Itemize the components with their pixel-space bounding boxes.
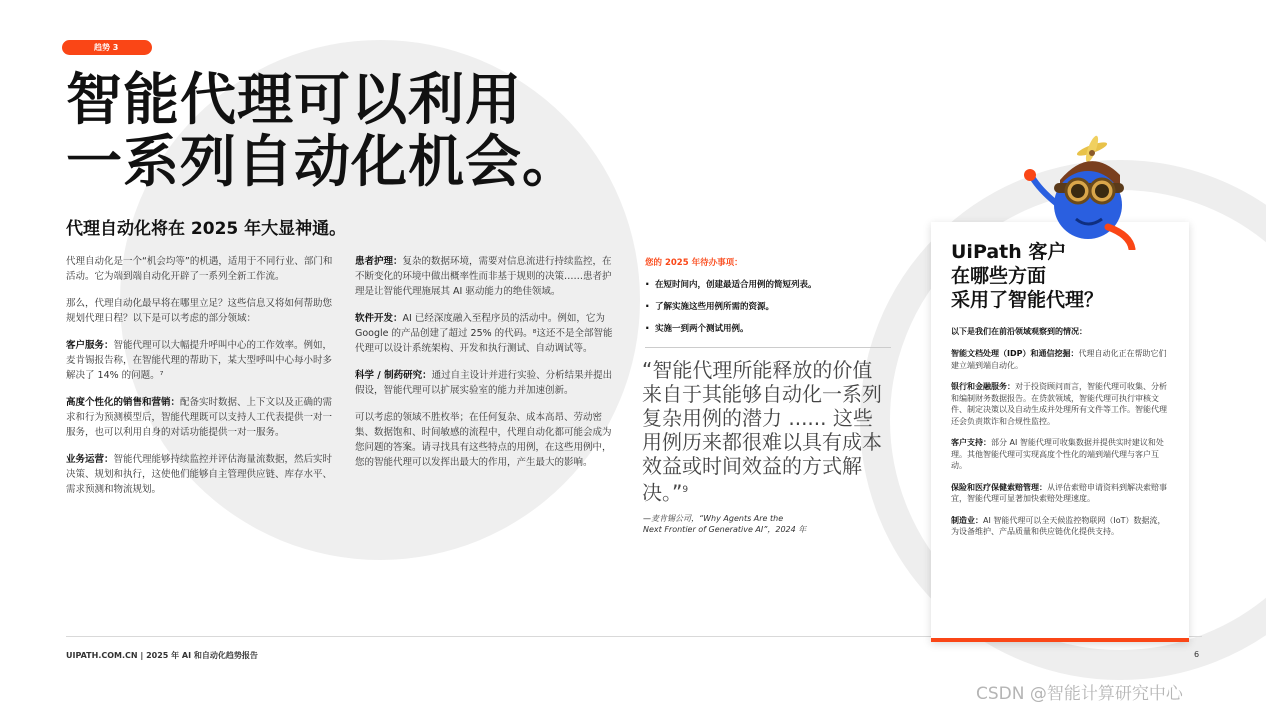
card-list [951,348,1173,548]
todo-list [645,256,895,344]
page-subtitle: 代理自动化将在 2025 年大显神通。 [66,219,347,239]
quote-source [643,513,883,535]
todo-item: · 在短时间内，创建最适合用例的简短列表。 [645,278,895,290]
card-item [951,515,1173,538]
page-number: 6 [1194,650,1200,659]
quote-source-line-1: —麦肯锡公司，“Why Agents Are the [643,514,784,523]
card-intro: 以下是我们在前沿领域观察到的情况： [951,327,1087,336]
card-accent-bar [931,638,1189,642]
card-item [951,348,1173,371]
body-column-2 [355,254,620,482]
body-column-1 [66,254,338,509]
watermark: CSDN @智能计算研究中心 [976,684,1183,704]
title-line-2: 一系列自动化机会。 [66,130,579,195]
paragraph-patient-care [355,254,620,299]
paragraph-question: 那么，代理自动化最早将在哪里立足？这些信息又将如何帮助您规划代理日程？以下是可以考虑的部分领域： [66,298,333,324]
card-item-text: 代理自动化正在帮助它们建立端到端自动化。 [951,349,1167,370]
card-item [951,482,1173,505]
card-title-line-1: UiPath 客户 [951,241,1067,263]
paragraph-operations [66,452,338,497]
text-research: 通过自主设计并进行实验、分析结果并提出假设，智能代理可以扩展实验室的能力并加速创新。 [355,370,613,396]
card-title-line-2: 在哪些方面 [951,265,1047,287]
trend-badge: 趋势 3 [62,40,152,55]
card-item-label: 制造业： [951,515,983,525]
paragraph-sales-marketing [66,395,338,440]
label-patient-care: 患者护理： [355,256,403,267]
label-sales-marketing: 高度个性化的销售和营销： [66,397,181,408]
page-title [66,70,579,194]
card-title [951,240,1171,312]
label-research: 科学 / 制药研究： [355,370,432,381]
card-item-label: 客户支持： [951,438,991,447]
card-item [951,381,1173,427]
text-sales-marketing: 配备实时数据、上下文以及正确的需求和行为预测模型后，智能代理既可以支持人工代表提供一对一服务，也可以利用自身的对话功能提供一对一服务。 [66,397,333,438]
text-software-dev: AI 已经深度融入至程序员的活动中。例如，它为 Google 的产品创建了超过 25% 的代码。⁸这还不是全部智能代理可以设计系统架构、开发和执行测试、自动调试等。 [355,313,613,354]
label-operations: 业务运营： [66,454,114,465]
card-title-line-3: 采用了智能代理？ [951,289,1104,311]
text-operations: 智能代理能够持续监控并评估海量流数据，然后实时决策、规划和执行，这使他们能够自主管理供应链、库存水平、需求预测和物流规划。 [66,454,333,495]
card-item-text: AI 智能代理可以全天候监控物联网（IoT）数据流，为设备维护、产品质量和供应链优化提供支持。 [951,515,1166,536]
card-item-label: 保险和医疗保健索赔管理： [951,482,1047,492]
card-item-text: 对于投资顾问而言，智能代理可收集、分析和编制财务数据报告。在贷款领域，智能代理可执行审核文件、制定决策以及自动生成并处理所有文件等工作。智能代理还会负责欺诈和合规性监控。 [951,382,1167,426]
todo-title: 您的 2025 年待办事项： [645,258,743,268]
quote-source-line-2: Next Frontier of Generative AI”，2024 年 [643,525,807,534]
label-customer-service: 客户服务： [66,340,114,351]
robot-mascot-icon [1020,135,1140,250]
label-software-dev: 软件开发： [355,313,403,324]
card-item-text: 从评估索赔申请资料到解决索赔事宜，智能代理可显著加快索赔处理速度。 [951,482,1167,503]
paragraph-software-dev [355,311,620,356]
quote-text: “智能代理所能释放的价值来自于其能够自动化一系列复杂用例的潜力 ...... 这些用例历来都很难以具有成本效益或时间效益的方式解决。” [642,358,882,505]
card-item-label: 银行和金融服务： [951,382,1015,391]
text-patient-care: 复杂的数据环境，需要对信息流进行持续监控，在不断变化的环境中做出概率性而非基于规则的决策……患者护理是让智能代理施展其 AI 驱动能力的绝佳领域。 [355,256,612,297]
customer-card [931,222,1189,642]
quote-ref: 9 [682,485,689,495]
title-line-1: 智能代理可以利用 [66,68,522,133]
divider [645,347,891,348]
paragraph-conclusion: 可以考虑的领域不胜枚举；在任何复杂、成本高昂、劳动密集、数据饱和、时间敏感的流程中，代理自动化都可能会成为您问题的答案。请寻找具有这些特点的用例，在这些用例中，您的智能代理可以发挥出最大的作用，产生最大的影响。 [355,412,612,468]
footer-text: UIPATH.COM.CN | 2025 年 AI 和自动化趋势报告 [66,651,258,660]
pull-quote [642,358,882,505]
card-item-label: 智能文档处理（IDP）和通信挖掘： [951,349,1079,358]
paragraph-research [355,368,620,398]
text-customer-service: 智能代理可以大幅提升呼叫中心的工作效率。例如，麦肯锡报告称，在智能代理的帮助下，某大型呼叫中心每小时多解决了 14% 的问题。⁷ [66,340,333,381]
card-item-text: 部分 AI 智能代理可收集数据并提供实时建议和处理。其他智能代理可实现高度个性化的端到端代理与客户互动。 [951,438,1164,470]
todo-item: · 了解实施这些用例所需的资源。 [645,300,895,312]
paragraph-intro: 代理自动化是一个“机会均等”的机遇，适用于不同行业、部门和活动。它为端到端自动化开辟了一系列全新工作流。 [66,256,333,282]
paragraph-customer-service [66,338,338,383]
card-item [951,437,1173,472]
todo-item: · 实施一到两个测试用例。 [645,322,895,334]
